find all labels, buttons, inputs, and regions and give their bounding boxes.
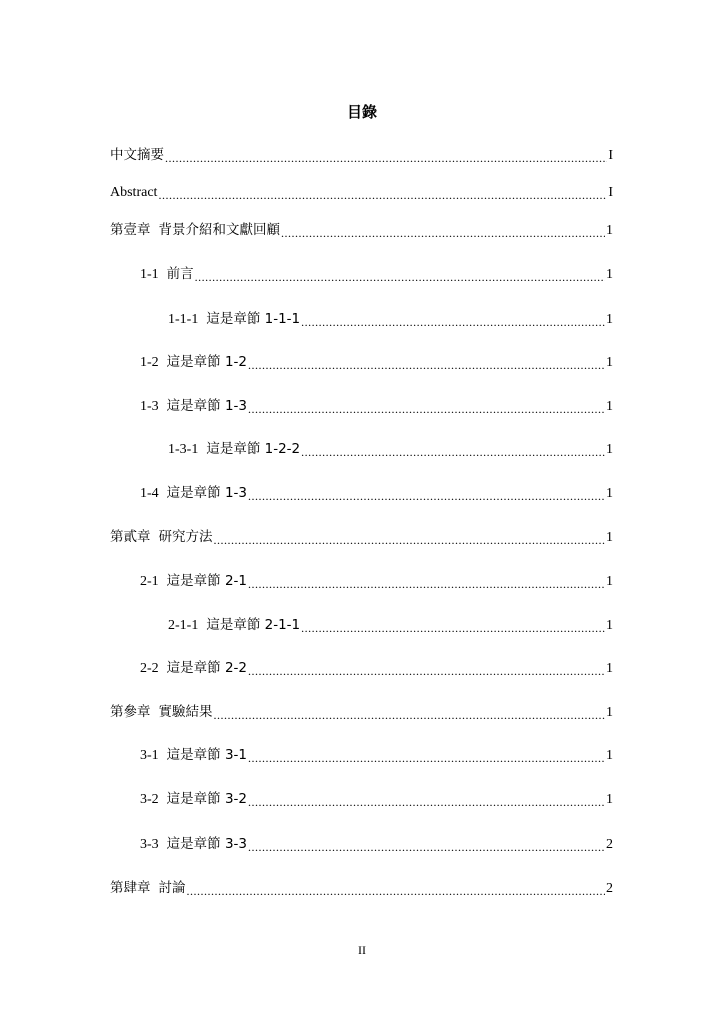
toc-entry-label-text: 這是章節 2-2: [166, 660, 248, 676]
toc-entry-label-text: 這是章節 3-1: [166, 747, 248, 763]
toc-entry-number: 2-1: [140, 574, 159, 589]
toc-entry-number: 1-2: [140, 355, 159, 370]
toc-entry[interactable]: [110, 703, 613, 723]
dot-leader: [248, 397, 605, 417]
toc-entry-page: 1: [606, 792, 613, 807]
dot-leader: [214, 528, 606, 548]
toc-entry[interactable]: [140, 746, 613, 766]
toc-entry-number: 3-1: [140, 748, 159, 763]
toc-entry-number: 2-1-1: [168, 618, 199, 633]
toc-entry-label-text: 這是章節 1-3: [166, 485, 248, 501]
toc-entry-number: [110, 220, 151, 241]
toc-entry-label: [206, 309, 300, 330]
toc-entry-label-text: 這是章節 3-3: [166, 836, 248, 852]
toc-entry[interactable]: [140, 659, 613, 679]
toc-entry-number: 2-2: [140, 661, 159, 676]
dot-leader: [158, 183, 607, 203]
toc-entry-label-text: 背景介紹和文獻回顧: [158, 222, 280, 238]
dot-leader: [214, 703, 606, 723]
toc-entry[interactable]: [168, 616, 613, 636]
toc-entry-label-text: 前言: [166, 266, 194, 282]
toc-entry-page: 1: [606, 705, 613, 720]
toc-entry-label: [167, 352, 247, 373]
toc-entry[interactable]: [140, 835, 613, 855]
toc-entry-label: [159, 220, 281, 241]
toc-entry-number: [110, 702, 151, 723]
toc-entry-page: 1: [606, 530, 613, 545]
dot-leader: [187, 879, 606, 899]
toc-entry-label-text: 討論: [158, 880, 186, 896]
toc-entry-label: [167, 834, 247, 855]
dot-leader: [165, 146, 607, 166]
toc-entry-label-text: 這是章節 1-2: [166, 354, 248, 370]
toc-entry-label-text: 這是章節 1-3: [166, 398, 248, 414]
toc-entry-label-text: 實驗結果: [158, 704, 213, 720]
dot-leader: [301, 440, 605, 460]
toc-entry[interactable]: [140, 397, 613, 417]
toc-entry[interactable]: [110, 183, 613, 203]
toc-entry-page: I: [608, 185, 613, 200]
toc-entry-page: 1: [606, 442, 613, 457]
toc-entry[interactable]: [168, 310, 613, 330]
toc-entry-label: [110, 145, 164, 166]
toc-entry[interactable]: [110, 221, 613, 241]
toc-entry-number-text: 第貳章: [110, 529, 151, 545]
toc-entry-number: 1-3-1: [168, 442, 199, 457]
toc-entry-page: 1: [606, 223, 613, 238]
toc-entry[interactable]: [168, 440, 613, 460]
toc-entry-number: 1-1: [140, 267, 159, 282]
toc-entry-page: 2: [606, 881, 613, 896]
toc-entry-label: [159, 702, 213, 723]
toc-entry-label: [167, 264, 194, 285]
toc-entry-label: [167, 658, 247, 679]
toc-entry-page: 1: [606, 355, 613, 370]
toc-entry-page: 1: [606, 267, 613, 282]
toc-entry-label: [206, 615, 300, 636]
toc-entry[interactable]: [110, 146, 613, 166]
toc-entry-page: 1: [606, 399, 613, 414]
toc-entry-number: 1-3: [140, 399, 159, 414]
toc-entry-label: [167, 571, 247, 592]
toc-entry[interactable]: [110, 528, 613, 548]
toc-entry-label: [167, 483, 247, 504]
toc-entry-label-text: 研究方法: [158, 529, 213, 545]
page-number: II: [358, 943, 366, 957]
toc-entry-label-text: 這是章節 1-2-2: [206, 441, 301, 457]
toc-entry-label-text: 中文摘要: [110, 147, 164, 163]
toc-entry-page: 1: [606, 312, 613, 327]
toc-entry-label: [167, 396, 247, 417]
toc-title: 目錄: [346, 103, 377, 121]
toc-entry[interactable]: [140, 790, 613, 810]
dot-leader: [248, 835, 605, 855]
toc-entry-label: [159, 878, 186, 899]
toc-entry-number: 3-2: [140, 792, 159, 807]
toc-entry-page: 2: [606, 837, 613, 852]
toc-entry-page: 1: [606, 748, 613, 763]
toc-entry-label: Abstract: [110, 185, 158, 200]
toc-entry-number: 1-1-1: [168, 312, 199, 327]
toc-entry-page: 1: [606, 618, 613, 633]
toc-entry[interactable]: [140, 572, 613, 592]
toc-entry-label: [206, 439, 300, 460]
toc-entry-label: [167, 745, 247, 766]
toc-entry-page: I: [608, 148, 613, 163]
toc-entry-label-text: 這是章節 2-1-1: [206, 617, 301, 633]
toc-entry[interactable]: [140, 265, 613, 285]
dot-leader: [248, 572, 605, 592]
toc-entry-label-text: 這是章節 1-1-1: [206, 311, 301, 327]
dot-leader: [281, 221, 605, 241]
toc-entry-label-text: 這是章節 3-2: [166, 791, 248, 807]
dot-leader: [248, 353, 605, 373]
toc-entry-label-text: 這是章節 2-1: [166, 573, 248, 589]
toc-entry-number-text: 第肆章: [110, 880, 151, 896]
dot-leader: [248, 790, 605, 810]
toc-entry[interactable]: [140, 484, 613, 504]
toc-entry-label: [159, 527, 213, 548]
toc-entry-number-text: 第參章: [110, 704, 151, 720]
dot-leader: [301, 616, 605, 636]
dot-leader: [248, 746, 605, 766]
dot-leader: [301, 310, 605, 330]
dot-leader: [248, 659, 605, 679]
toc-entry-number: [110, 527, 151, 548]
toc-entry-number: 1-4: [140, 486, 159, 501]
toc-entry-page: 1: [606, 486, 613, 501]
toc-entry-label: [167, 789, 247, 810]
dot-leader: [248, 484, 605, 504]
dot-leader: [195, 265, 605, 285]
toc-entry-page: 1: [606, 661, 613, 676]
toc-entry-number: [110, 878, 151, 899]
toc-entry-number: 3-3: [140, 837, 159, 852]
toc-entry-page: 1: [606, 574, 613, 589]
toc-entry-number-text: 第壹章: [110, 222, 151, 238]
toc-entry[interactable]: [110, 879, 613, 899]
toc-entry[interactable]: [140, 353, 613, 373]
